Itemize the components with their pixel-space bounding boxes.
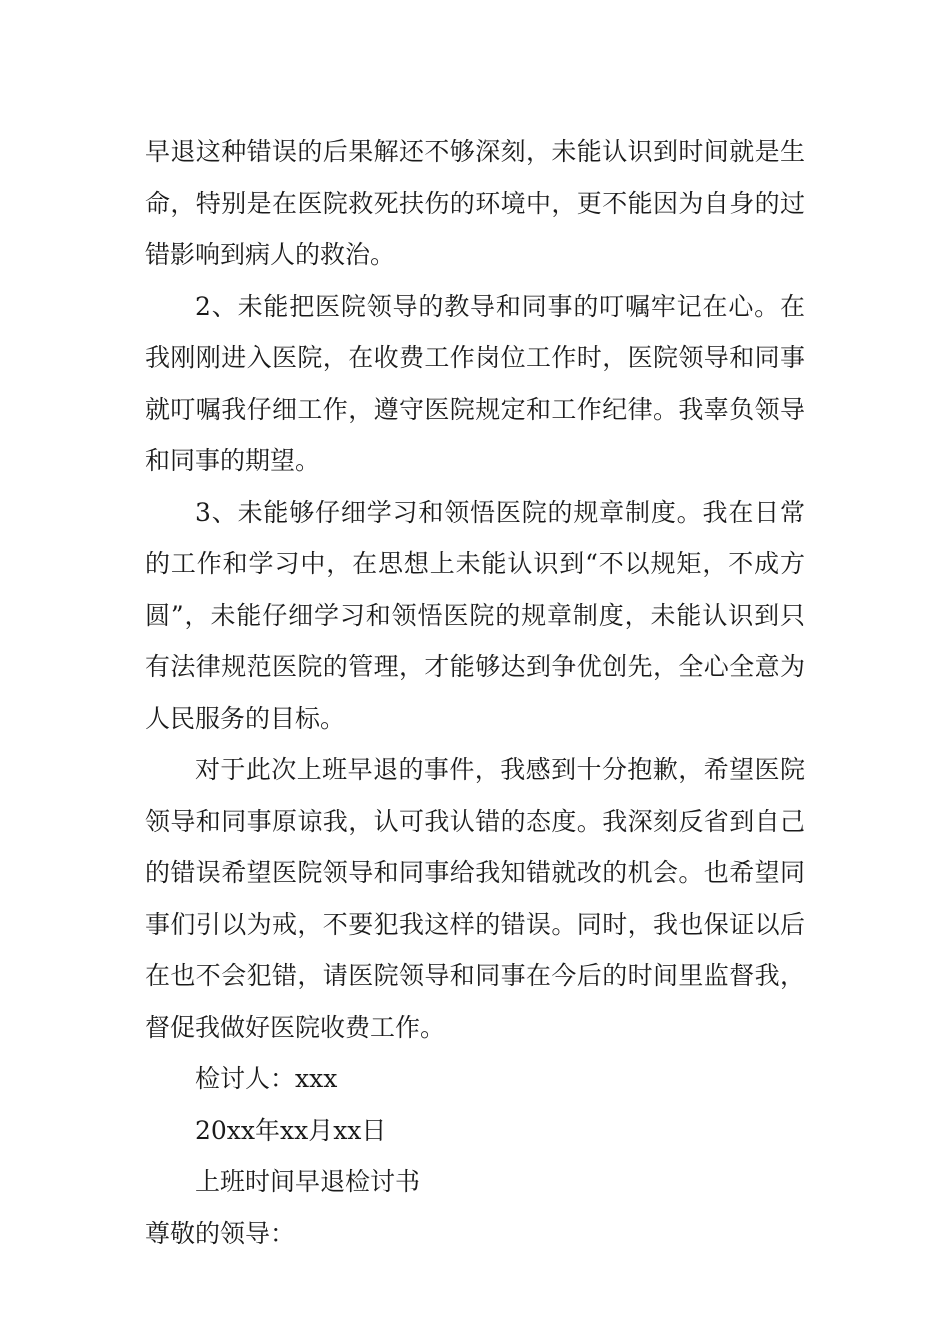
next-document-title: 上班时间早退检讨书 [195, 1167, 421, 1196]
signature-line: 检讨人：xxx [195, 1064, 338, 1093]
paragraph-point-3: 3、未能够仔细学习和领悟医院的规章制度。我在日常的工作和学习中，在思想上未能认识到“不以规矩，不成方圆”，未能仔细学习和领悟医院的规章制度，未能认识到只有法律规范医院的管理，才能够达到争优创先，全心全意为人民服务的目标。 [145, 497, 805, 733]
salutation: 尊敬的领导： [145, 1218, 296, 1248]
document-body [145, 126, 805, 1259]
paragraph-point-2: 2、未能把医院领导的教导和同事的叮嘱牢记在心。在我刚刚进入医院，在收费工作岗位工作时，医院领导和同事就叮嘱我仔细工作，遵守医院规定和工作纪律。我辜负领导和同事的期望。 [145, 291, 805, 475]
date-line: 20xx年xx月xx日 [195, 1115, 387, 1145]
paragraph-continuation: 早退这种错误的后果解还不够深刻，未能认识到时间就是生命，特别是在医院救死扶伤的环境中，更不能因为自身的过错影响到病人的救治。 [145, 137, 805, 269]
paragraph-apology: 对于此次上班早退的事件，我感到十分抱歉，希望医院领导和同事原谅我，认可我认错的态度。我深刻反省到自己的错误希望医院领导和同事给我知错就改的机会。也希望同事们引以为戒，不要犯我这样的错误。同时，我也保证以后在也不会犯错，请医院领导和同事在今后的时间里监督我，督促我做好医院收费工作。 [145, 755, 805, 1042]
